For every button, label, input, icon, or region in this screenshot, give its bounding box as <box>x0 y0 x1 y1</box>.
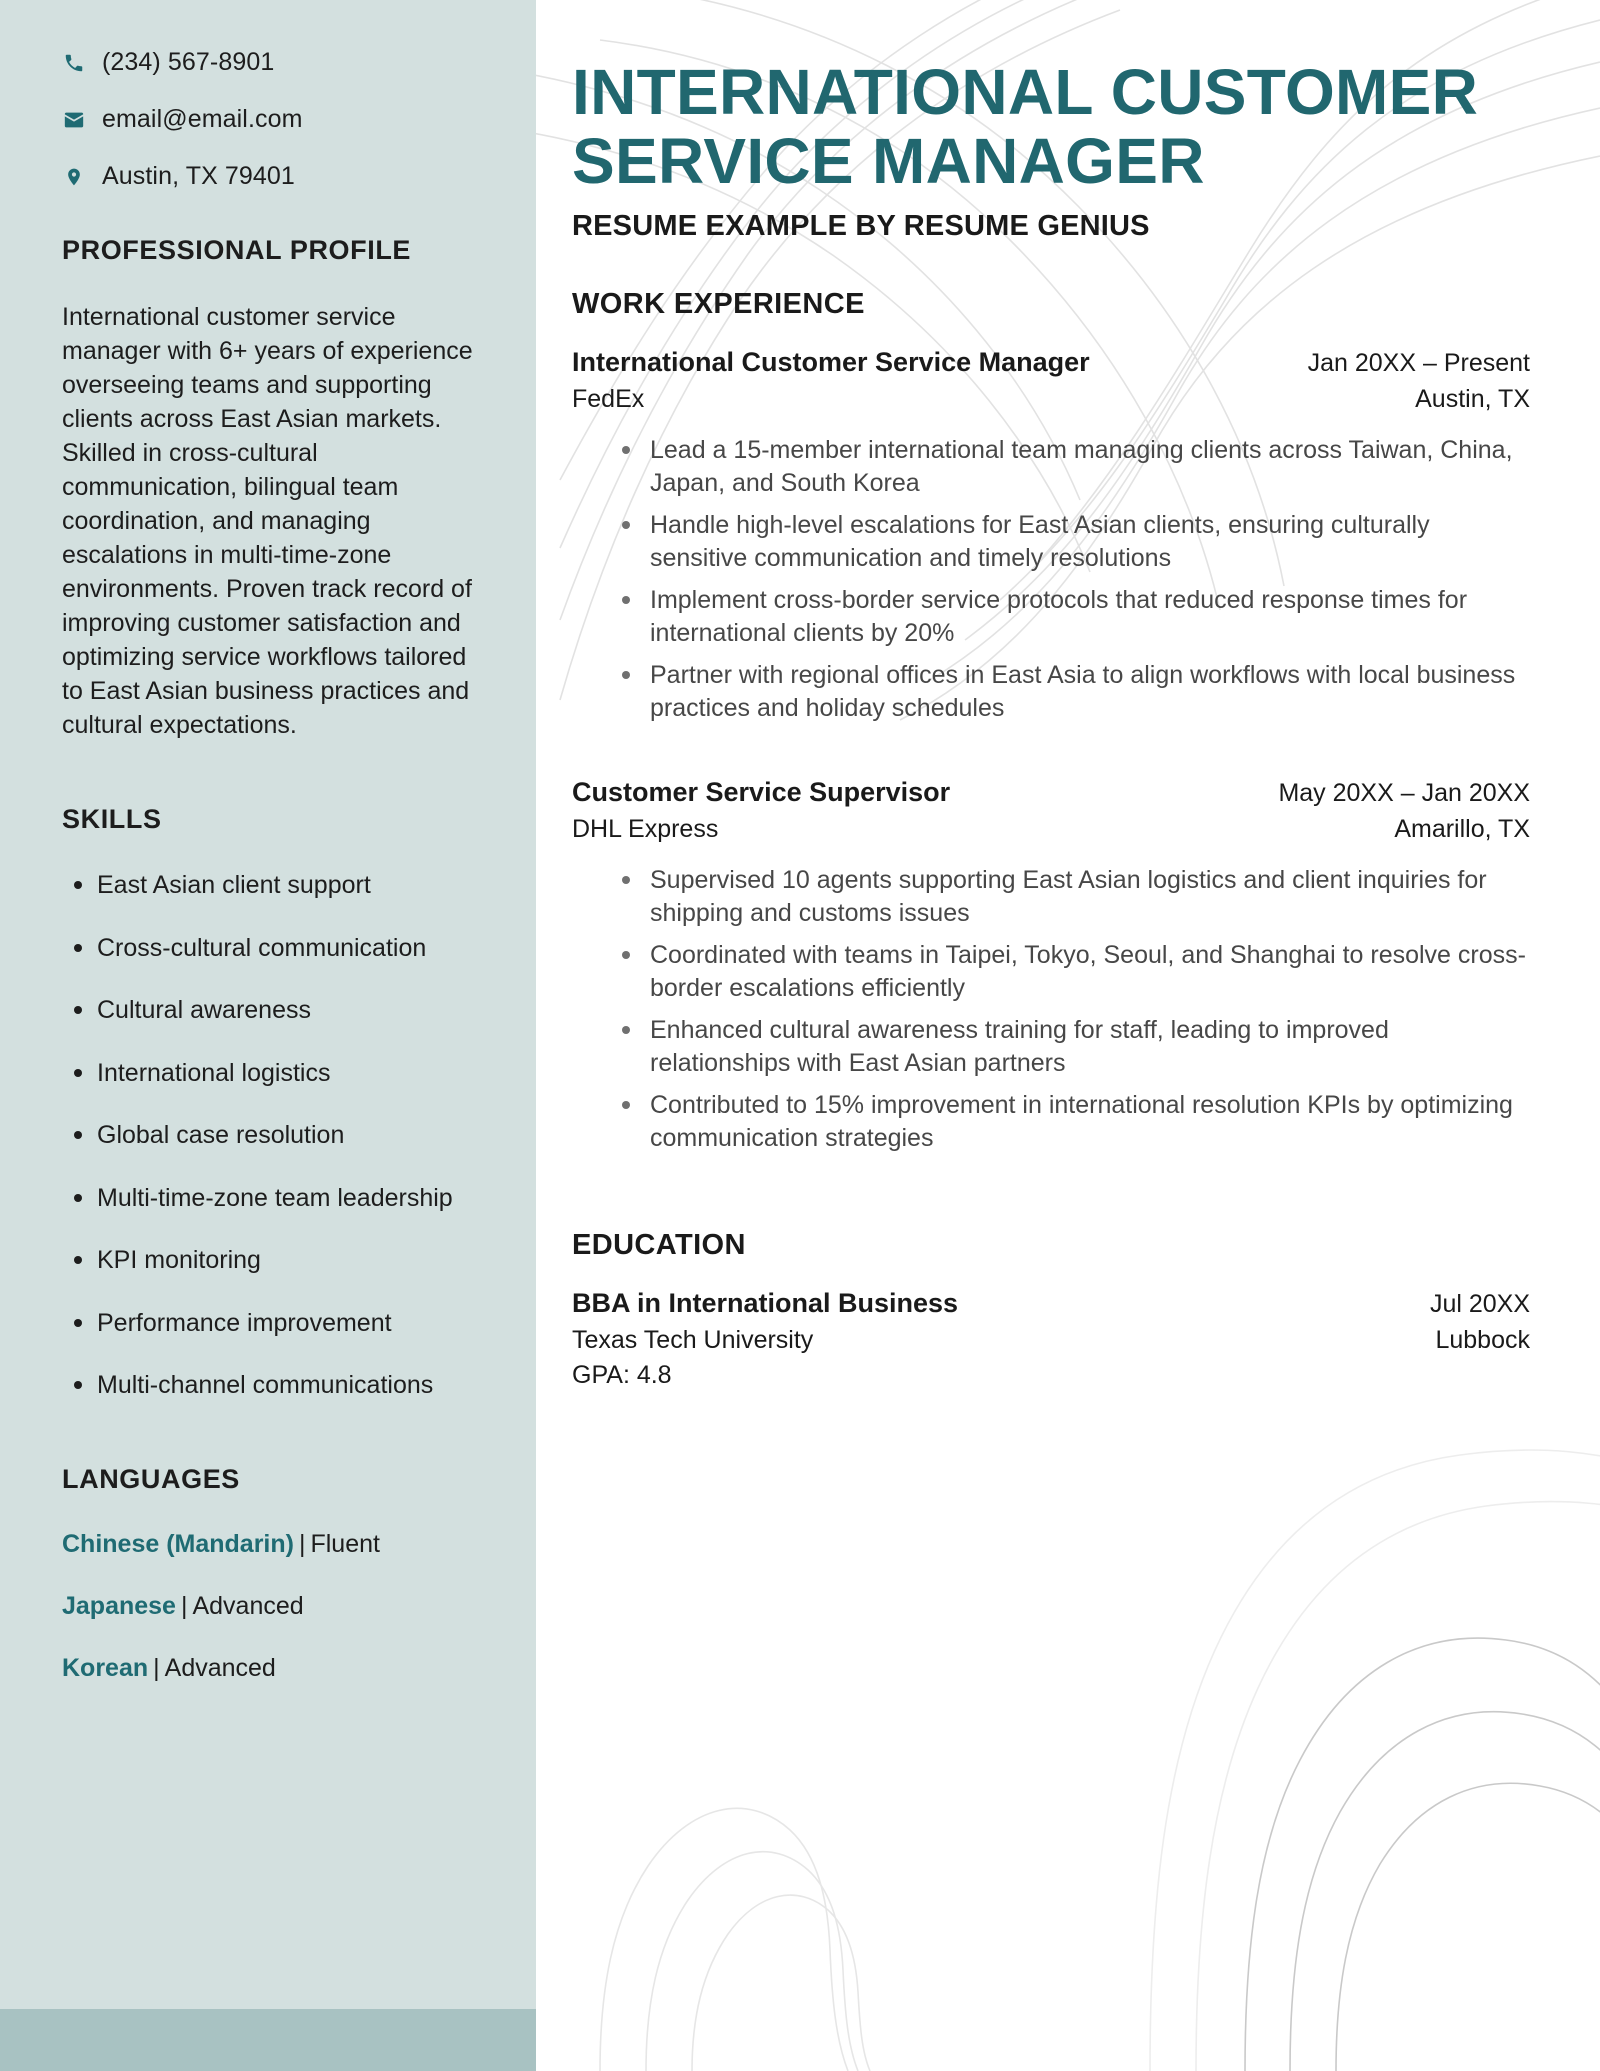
page-title: INTERNATIONAL CUSTOMER SERVICE MANAGER <box>572 56 1479 198</box>
list-item: Global case resolution <box>66 1119 492 1152</box>
school-name: Texas Tech University <box>572 1326 814 1355</box>
languages-heading: LANGUAGES <box>62 1463 240 1494</box>
sidebar-footer-bar <box>0 2009 536 2071</box>
skills-list <box>66 869 492 1402</box>
job-duties-list <box>614 864 1530 1155</box>
list-item: Coordinated with teams in Taipei, Tokyo, Seoul, and Shanghai to resolve cross-border escalations efficiently <box>614 939 1530 1005</box>
page-subtitle: RESUME EXAMPLE BY RESUME GENIUS <box>572 210 1150 243</box>
contact-list <box>62 48 492 191</box>
job-location: Amarillo, TX <box>1394 815 1530 844</box>
contact-email-value: email@email.com <box>102 105 303 133</box>
list-item: Multi-channel communications <box>66 1369 492 1402</box>
job-duties-list <box>614 434 1530 725</box>
list-item: Cultural awareness <box>66 994 492 1027</box>
work-experience-heading: WORK EXPERIENCE <box>572 288 865 321</box>
list-item: Contributed to 15% improvement in international resolution KPIs by optimizing communication strategies <box>614 1089 1530 1155</box>
list-item: Implement cross-border service protocols that reduced response times for international clients by 20% <box>614 584 1530 650</box>
language-level: Advanced <box>192 1591 304 1620</box>
skills-heading: SKILLS <box>62 804 162 834</box>
language-level: Fluent <box>310 1529 380 1558</box>
education-header-row <box>572 1288 1530 1319</box>
list-item: KPI monitoring <box>66 1244 492 1277</box>
job-organization: DHL Express <box>572 815 719 844</box>
main-content <box>536 0 1600 2071</box>
school-location: Lubbock <box>1435 1326 1530 1355</box>
professional-profile-heading: PROFESSIONAL PROFILE <box>62 235 412 265</box>
job-title: Customer Service Supervisor <box>572 777 951 808</box>
list-item: International logistics <box>66 1057 492 1090</box>
list-item: Cross-cultural communication <box>66 932 492 965</box>
phone-icon <box>62 52 86 74</box>
job-header-row <box>572 777 1530 808</box>
language-level: Advanced <box>164 1654 276 1682</box>
envelope-icon <box>62 109 86 131</box>
language-item <box>62 1653 492 1684</box>
contact-location-value: Austin, TX 79401 <box>102 162 295 190</box>
list-item: East Asian client support <box>66 869 492 902</box>
work-experience-entry <box>572 347 1530 725</box>
gpa-value: GPA: 4.8 <box>572 1361 672 1390</box>
list-item: Lead a 15-member international team managing clients across Taiwan, China, Japan, and South Korea <box>614 434 1530 500</box>
professional-profile-text: International customer service manager with 6+ years of experience overseeing teams and supporting clients across East Asian markets. Skilled in cross-cultural communication, bilingual team coordination, and managing escalations in multi-time-zone environments. Proven track record of improving customer satisfaction and optimizing service workflows tailored to East Asian business practices and cultural expectations. <box>62 303 473 739</box>
job-organization: FedEx <box>572 385 645 414</box>
education-subheader-row <box>572 1326 1530 1355</box>
job-subheader-row <box>572 385 1530 414</box>
language-item <box>62 1591 492 1622</box>
location-pin-icon <box>62 166 86 188</box>
job-date: Jan 20XX – Present <box>1307 349 1530 378</box>
education-heading: EDUCATION <box>572 1229 746 1262</box>
language-name: Korean <box>62 1654 149 1682</box>
job-title: International Customer Service Manager <box>572 347 1090 378</box>
job-location: Austin, TX <box>1415 385 1530 414</box>
language-separator: | <box>298 1529 306 1558</box>
list-item: Supervised 10 agents supporting East Asian logistics and client inquiries for shipping and customs issues <box>614 864 1530 930</box>
list-item: Multi-time-zone team leadership <box>66 1182 492 1215</box>
contact-phone <box>62 48 492 77</box>
list-item: Enhanced cultural awareness training for staff, leading to improved relationships with East Asian partners <box>614 1014 1530 1080</box>
list-item: Handle high-level escalations for East Asian clients, ensuring culturally sensitive communication and timely resolutions <box>614 509 1530 575</box>
contact-phone-value: (234) 567-8901 <box>102 48 275 76</box>
list-item: Performance improvement <box>66 1307 492 1340</box>
education-entry <box>572 1288 1530 1390</box>
job-date: May 20XX – Jan 20XX <box>1278 779 1530 808</box>
job-subheader-row <box>572 815 1530 844</box>
language-separator: | <box>153 1654 160 1682</box>
degree-title: BBA in International Business <box>572 1288 959 1319</box>
education-date: Jul 20XX <box>1429 1290 1530 1319</box>
list-item: Partner with regional offices in East Asia to align workflows with local business practices and holiday schedules <box>614 659 1530 725</box>
work-experience-entry <box>572 777 1530 1155</box>
language-item <box>62 1529 492 1560</box>
job-header-row <box>572 347 1530 378</box>
contact-email <box>62 105 492 134</box>
language-name: Chinese (Mandarin) <box>62 1529 294 1558</box>
language-name: Japanese <box>62 1591 176 1620</box>
sidebar <box>0 0 536 2009</box>
contact-location <box>62 162 492 191</box>
language-separator: | <box>180 1591 188 1620</box>
